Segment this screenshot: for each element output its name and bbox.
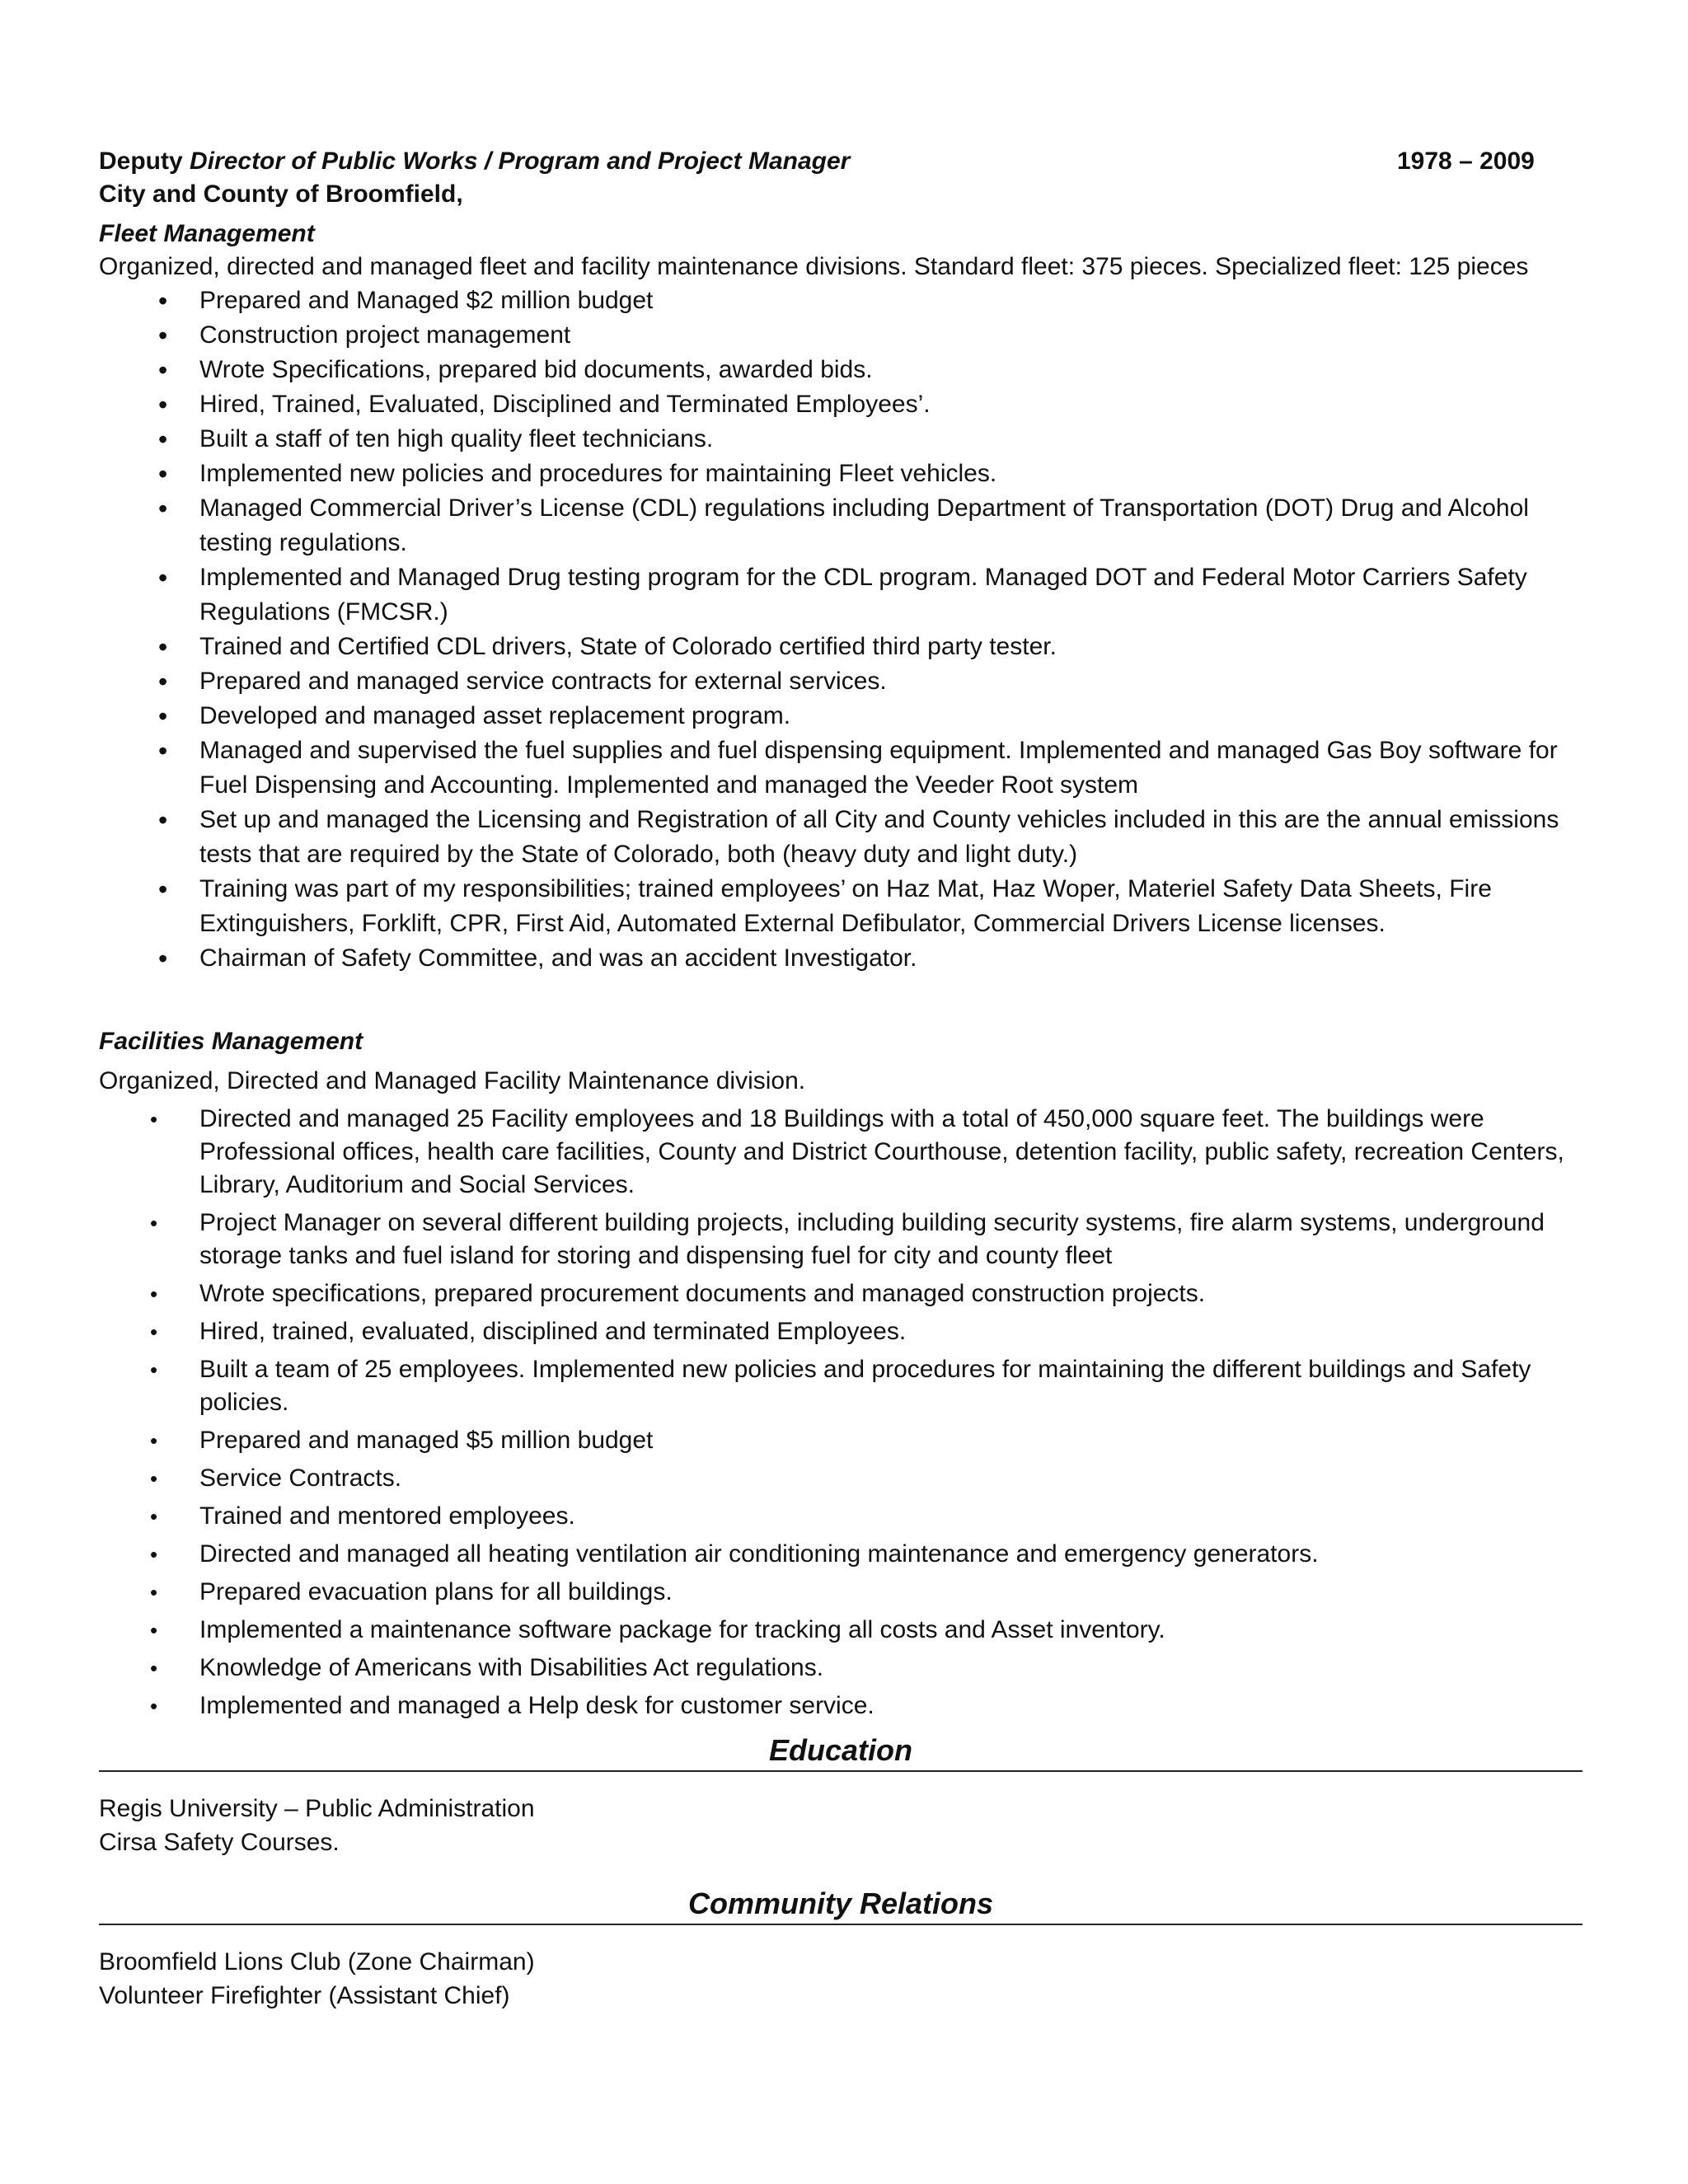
job-title: Director of Public Works / Program and Project Manager	[182, 148, 851, 175]
list-item: • Wrote Specifications, prepared bid documents, awarded bids.	[99, 353, 1582, 387]
list-item: • Directed and managed 25 Facility employees and 18 Buildings with a total of 450,000 square feet. The buildings were Professional offices, health care facilities, County and District Courthouse, detention facility, public safety, recreation Centers, Library, Auditorium and Social Services.	[99, 1103, 1582, 1202]
list-item: • Trained and mentored employees.	[99, 1500, 1582, 1533]
list-item: Volunteer Firefighter (Assistant Chief)	[99, 1982, 510, 2009]
education-list	[99, 1792, 1582, 1859]
list-item: • Prepared evacuation plans for all buildings.	[99, 1576, 1582, 1609]
list-item: • Chairman of Safety Committee, and was an accident Investigator.	[99, 941, 1582, 976]
list-item: • Managed Commercial Driver’s License (CDL) regulations including Department of Transportation (DOT) Drug and Alcohol testing regulations.	[99, 491, 1582, 560]
list-item: • Knowledge of Americans with Disabilities Act regulations.	[99, 1652, 1582, 1685]
list-item: • Training was part of my responsibilities; trained employees’ on Haz Mat, Haz Woper, Materiel Safety Data Sheets, Fire Extinguishers, Forklift, CPR, First Aid, Automated External Defibulator, Commercial Drivers License licenses.	[99, 872, 1582, 941]
job-title-prefix: Deputy	[99, 148, 183, 175]
list-item: • Implemented a maintenance software package for tracking all costs and Asset inventory.	[99, 1614, 1582, 1647]
list-item: • Hired, trained, evaluated, disciplined and terminated Employees.	[99, 1315, 1582, 1348]
community-list	[99, 1945, 1582, 2013]
list-item: • Built a staff of ten high quality fleet technicians.	[99, 422, 1582, 457]
list-item: • Wrote specifications, prepared procurement documents and managed construction projects.	[99, 1277, 1582, 1310]
education-heading: Education	[99, 1732, 1582, 1772]
community-heading: Community Relations	[99, 1886, 1582, 1925]
list-item: Cirsa Safety Courses.	[99, 1829, 340, 1856]
facilities-intro: Organized, Directed and Managed Facility Maintenance division.	[99, 1067, 806, 1094]
list-item: • Implemented and managed a Help desk for customer service.	[99, 1690, 1582, 1722]
list-item: Broomfield Lions Club (Zone Chairman)	[99, 1948, 535, 1975]
list-item: • Hired, Trained, Evaluated, Disciplined and Terminated Employees’.	[99, 387, 1582, 422]
list-item: • Implemented new policies and procedures for maintaining Fleet vehicles.	[99, 457, 1582, 491]
list-item: • Directed and managed all heating ventilation air conditioning maintenance and emergency generators.	[99, 1538, 1582, 1571]
list-item: • Set up and managed the Licensing and Registration of all City and County vehicles included in this are the annual emissions tests that are required by the State of Colorado, both (heavy duty and light duty.)	[99, 803, 1582, 872]
list-item: • Developed and managed asset replacement program.	[99, 699, 1582, 733]
list-item: • Project Manager on several different building projects, including building security systems, fire alarm systems, underground storage tanks and fuel island for storing and dispensing fuel for city and county fleet	[99, 1207, 1582, 1272]
list-item: • Built a team of 25 employees. Implemented new policies and procedures for maintaining the different buildings and Safety policies.	[99, 1353, 1582, 1419]
fleet-intro: Organized, directed and managed fleet and facility maintenance divisions. Standard fleet: 375 pieces. Specialized fleet: 125 pieces	[99, 253, 1529, 280]
list-item: • Construction project management	[99, 318, 1582, 353]
job-years: 1978 – 2009	[1397, 148, 1535, 175]
facilities-bullet-list	[99, 1103, 1582, 1722]
list-item: • Implemented and Managed Drug testing program for the CDL program. Managed DOT and Federal Motor Carriers Safety Regulations (FMCSR.)	[99, 560, 1582, 630]
job-header	[99, 145, 1582, 178]
list-item: • Managed and supervised the fuel supplies and fuel dispensing equipment. Implemented and managed Gas Boy software for Fuel Dispensing and Accounting. Implemented and managed the Veeder Root system	[99, 733, 1582, 803]
employer-name: City and County of Broomfield,	[99, 180, 463, 208]
facilities-heading: Facilities Management	[99, 1028, 363, 1055]
list-item: • Prepared and Managed $2 million budget	[99, 284, 1582, 318]
list-item: • Prepared and managed service contracts for external services.	[99, 664, 1582, 699]
fleet-bullet-list	[99, 284, 1582, 976]
resume-page	[99, 145, 1582, 2013]
list-item: Regis University – Public Administration	[99, 1795, 535, 1822]
list-item: • Prepared and managed $5 million budget	[99, 1424, 1582, 1457]
list-item: • Trained and Certified CDL drivers, State of Colorado certified third party tester.	[99, 630, 1582, 664]
fleet-heading: Fleet Management	[99, 220, 315, 247]
list-item: • Service Contracts.	[99, 1462, 1582, 1495]
